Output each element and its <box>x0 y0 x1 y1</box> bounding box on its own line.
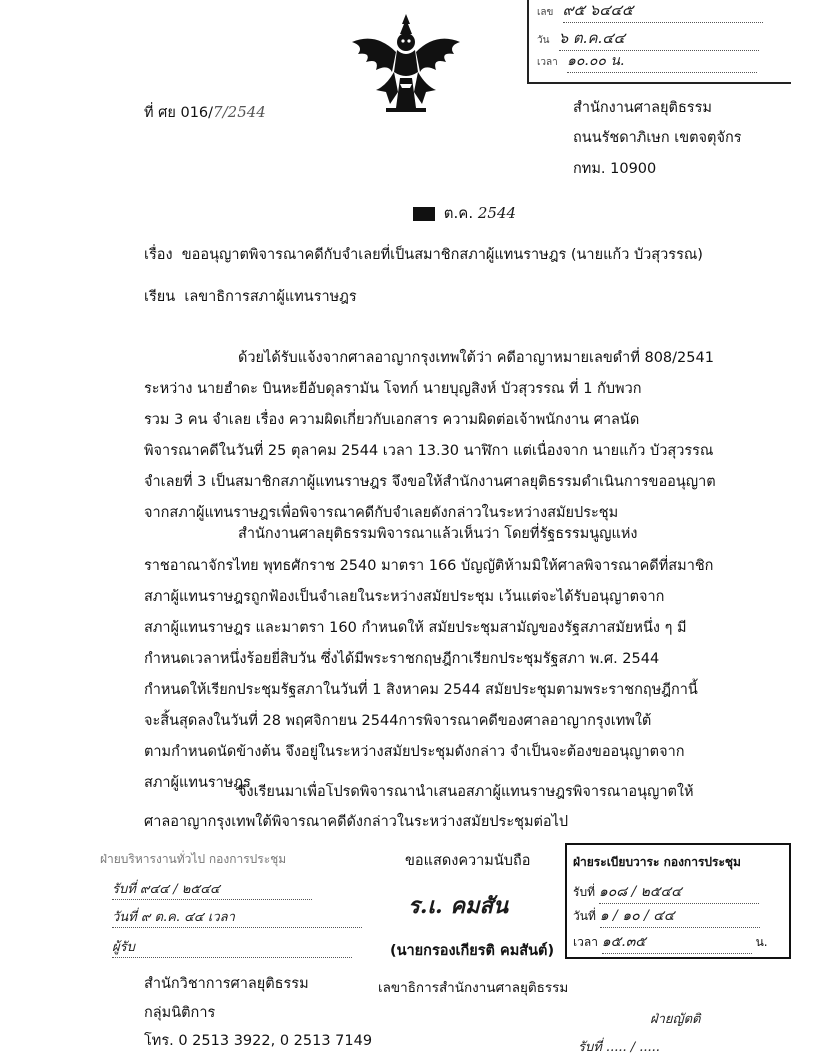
body-p2-line: สภาผู้แทนราษฎร และมาตรา 160 กำหนดให้ สมัยประชุมสามัญของรัฐสภาสมัยหนึ่ง ๆ มี <box>144 620 687 636</box>
agenda-stamp-no-value: ๑๐๘ / ๒๕๔๔ <box>599 881 759 904</box>
subject-label: เรื่อง <box>144 247 173 263</box>
closing-text: ขอแสดงความนับถือ <box>405 853 531 869</box>
body-p2-line: กำหนดให้เรียกประชุมรัฐสภาในวันที่ 1 สิงหาคม 2544 สมัยประชุมตามพระราชกฤษฎีกานี้ <box>144 682 698 698</box>
stamp-top-date-value: ๖ ต.ค.๔๔ <box>559 26 759 51</box>
subject-line <box>144 248 703 263</box>
signer-position: เลขาธิการสำนักงานศาลยุติธรรม <box>378 980 569 996</box>
receiving-stamp-top <box>527 0 791 84</box>
body-p3-line: ศาลอาญากรุงเทพใต้พิจารณาคดีดังกล่าวในระหว่างสมัยประชุมต่อไป <box>144 814 569 830</box>
left-stamp-date: วันที่ ๙ ต.ค. ๔๔ เวลา <box>112 906 362 928</box>
left-stamp-line2 <box>112 878 312 900</box>
garuda-emblem-icon <box>346 12 466 122</box>
body-p1-line: พิจารณาคดีในวันที่ 25 ตุลาคม 2544 เวลา 13.30 นาฬิกา แต่เนื่องจาก นายแก้ว บัวสุวรรณ <box>144 443 714 459</box>
left-stamp-recv-number: รับที่ ๙๔๔ / ๒๕๔๔ <box>112 878 312 900</box>
body-p1-line: จากสภาผู้แทนราษฎรเพื่อพิจารณาคดีกับจำเลยดังกล่าวในระหว่างสมัยประชุม <box>144 505 619 521</box>
subject-text: ขออนุญาตพิจารณาคดีกับจำเลยที่เป็นสมาชิกสภาผู้แทนราษฎร (นายแก้ว บัวสุวรรณ) <box>181 247 703 263</box>
left-stamp-line1: ฝ่ายบริหารงานทั่วไป กองการประชุม <box>100 852 287 866</box>
body-p2-line: กำหนดเวลาหนึ่งร้อยยี่สิบวัน ซึ่งได้มีพระราชกฤษฎีกาเรียกประชุมรัฐสภา พ.ศ. 2544 <box>144 651 660 667</box>
agenda-stamp-time-unit: น. <box>755 935 768 949</box>
receiving-stamp-agenda <box>565 843 791 959</box>
body-p2-line: สำนักงานศาลยุติธรรมพิจารณาแล้วเห็นว่า โดยที่รัฐธรรมนูญแห่ง <box>238 526 638 542</box>
stamp-top-date <box>537 26 759 51</box>
footer-phone: โทร. 0 2513 3922, 0 2513 7149 <box>144 1033 373 1049</box>
date-month: ต.ค. <box>443 204 474 222</box>
stamp-top-no-value: ๙๕ ๖๔๔๕ <box>563 0 763 23</box>
stamp-top-date-label: วัน <box>537 35 550 46</box>
body-p2-line: ราชอาณาจักรไทย พุทธศักราช 2540 มาตรา 166 บัญญัติห้ามมิให้ศาลพิจารณาคดีที่สมาชิก <box>144 558 714 574</box>
stamp-top-time <box>537 50 757 73</box>
reference-prefix: ที่ ศย 016/ <box>144 105 214 121</box>
body-p2-line: สภาผู้แทนราษฎร <box>144 775 251 791</box>
stamp-top-time-label: เวลา <box>537 57 558 68</box>
reference-handwritten: 7/2544 <box>213 103 266 121</box>
agenda-stamp-no-label: รับที่ <box>573 885 595 899</box>
left-stamp-line4 <box>112 936 352 958</box>
stamp-top-no <box>537 0 763 23</box>
agenda-stamp-date-value: ๑ / ๑๐ / ๔๔ <box>600 905 760 928</box>
footer-group: กลุ่มนิติการ <box>144 1005 216 1021</box>
agenda-stamp-date-label: วันที่ <box>573 909 596 923</box>
body-p2-line: ตามกำหนดนัดข้างต้น จึงอยู่ในระหว่างสมัยประชุมดังกล่าว จำเป็นจะต้องขออนุญาตจาก <box>144 744 685 760</box>
footer-right-recv: รับที่ ..... / ..... <box>578 1040 660 1055</box>
stamp-top-no-label: เลข <box>537 7 554 18</box>
footer-dept: สำนักวิชาการศาลยุติธรรม <box>144 976 309 992</box>
agenda-stamp-time <box>573 931 768 954</box>
recipient-label: เรียน <box>144 289 176 305</box>
signer-name: (นายกรองเกียรติ คมสันต์) <box>390 943 555 959</box>
body-p1-line: ระหว่าง นายฮำดะ บินหะยีอับดุลรามัน โจทก์ นายบุญสิงห์ บัวสุวรรณ ที่ 1 กับพวก <box>144 381 642 397</box>
body-p3-line: จึงเรียนมาเพื่อโปรดพิจารณานำเสนอสภาผู้แทนราษฎรพิจารณาอนุญาตให้ <box>238 784 694 800</box>
date-year: 2544 <box>477 204 517 222</box>
body-p1-line: จำเลยที่ 3 เป็นสมาชิกสภาผู้แทนราษฎร จึงขอให้สำนักงานศาลยุติธรรมดำเนินการขออนุญาต <box>144 474 716 490</box>
agenda-stamp-title: ฝ่ายระเบียบวาระ กองการประชุม <box>573 855 741 869</box>
agenda-stamp-no <box>573 881 759 904</box>
body-p2-line: จะสิ้นสุดลงในวันที่ 28 พฤศจิกายน 2544การพิจารณาคดีของศาลอาญากรุงเทพใต้ <box>144 713 652 729</box>
stamp-top-time-value: ๑๐.๐๐ น. <box>567 50 757 73</box>
date-day-stamp <box>413 207 435 221</box>
body-p1-line: ด้วยได้รับแจ้งจากศาลอาญากรุงเทพใต้ว่า คดีอาญาหมายเลขดำที่ 808/2541 <box>238 350 714 366</box>
footer-right-note: ฝ่ายญัตติ <box>650 1012 701 1027</box>
left-stamp-receiver: ผู้รับ <box>112 936 352 958</box>
signature-handwritten: ร.เ. คมสัน <box>408 893 508 919</box>
recipient-line <box>144 290 357 305</box>
letter-date <box>413 201 516 225</box>
left-stamp-line3 <box>112 906 362 928</box>
office-street: ถนนรัชดาภิเษก เขตจตุจักร <box>573 130 742 146</box>
office-city: กทม. 10900 <box>573 161 657 177</box>
body-p1-line: รวม 3 คน จำเลย เรื่อง ความผิดเกี่ยวกับเอกสาร ความผิดต่อเจ้าพนักงาน ศาลนัด <box>144 412 640 428</box>
office-name: สำนักงานศาลยุติธรรม <box>573 100 712 116</box>
agenda-stamp-time-value: ๑๕.๓๕ <box>602 931 752 954</box>
agenda-stamp-time-label: เวลา <box>573 935 598 949</box>
agenda-stamp-date <box>573 905 760 928</box>
body-p2-line: สภาผู้แทนราษฎรถูกฟ้องเป็นจำเลยในระหว่างสมัยประชุม เว้นแต่จะได้รับอนุญาตจาก <box>144 589 665 605</box>
recipient-text: เลขาธิการสภาผู้แทนราษฎร <box>184 289 357 305</box>
reference-number <box>144 105 266 121</box>
